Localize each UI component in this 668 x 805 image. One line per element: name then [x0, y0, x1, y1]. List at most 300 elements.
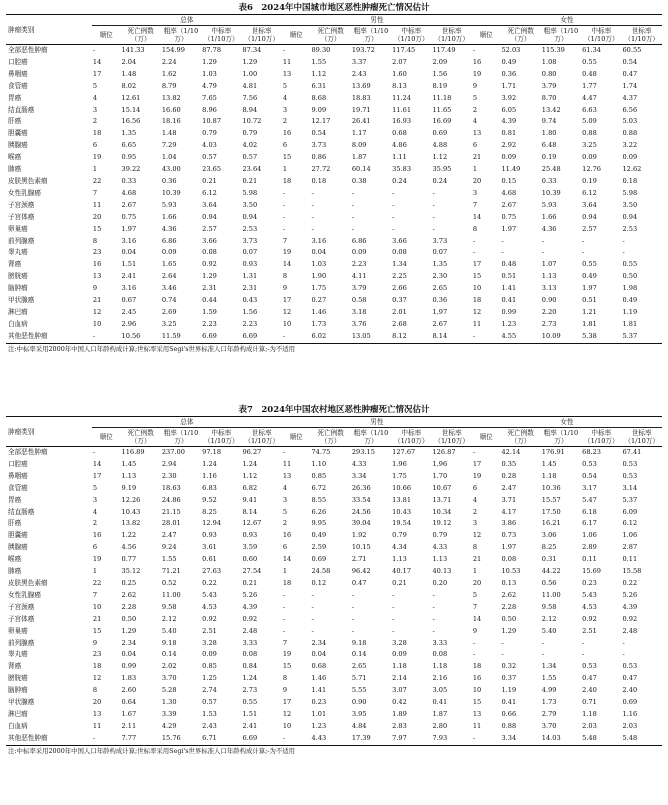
table-cell: 9 [92, 284, 98, 293]
table-cell: 0.49 [311, 531, 327, 540]
header-group-total: 总体 [92, 417, 282, 428]
table-cell: 0.08 [501, 555, 517, 564]
cell-cancer-type: 子宫颈癌 [8, 602, 35, 611]
table-cell: 0.53 [622, 471, 638, 480]
table-cell: - [622, 248, 625, 257]
table-cell: 44.22 [541, 567, 561, 576]
table-cell: 4.47 [582, 93, 597, 102]
table-cell: 12.62 [622, 165, 642, 174]
table-cell: 52.03 [501, 46, 521, 54]
table-cell: 10.39 [161, 188, 181, 197]
table-cell: 1.90 [311, 272, 327, 281]
table-cell: 2.69 [161, 307, 177, 316]
table-cell: 0.19 [541, 153, 557, 162]
table-cell: 14 [472, 212, 482, 221]
table-cell: 11.49 [501, 165, 521, 174]
table-cell: - [392, 614, 395, 623]
table-cell: 0.75 [501, 212, 517, 221]
table-cell: 1.00 [242, 69, 258, 78]
header-crude: 粗率（1/10万） [351, 26, 391, 45]
table-cell: 0.51 [582, 296, 597, 305]
table-cell: 42.14 [501, 448, 521, 456]
table-cell: 12 [282, 709, 292, 718]
table-row [6, 530, 662, 542]
cell-cancer-type: 子宫体癌 [8, 614, 35, 623]
table-cell: 1.97 [121, 224, 137, 233]
table-cell: 3.33 [242, 638, 258, 647]
table-cell: 1.21 [582, 307, 597, 316]
table-cell: 4.29 [161, 721, 177, 730]
table-cell: 2 [92, 519, 98, 528]
table-cell: 0.22 [622, 578, 638, 587]
table-cell: 4.36 [161, 224, 177, 233]
table-cell: 12 [472, 307, 482, 316]
table-cell: 4.88 [432, 141, 448, 150]
cell-cancer-type: 结直肠癌 [8, 105, 35, 114]
table-cell: 6.69 [242, 733, 258, 742]
table-cell: 4.39 [622, 602, 638, 611]
table-cell: 14 [472, 614, 482, 623]
table-cell: - [392, 188, 395, 197]
table-cell: 9.95 [311, 519, 327, 528]
table-cell: 3.92 [501, 93, 517, 102]
table-cell: 7 [472, 602, 478, 611]
table-cell: 15.14 [121, 105, 141, 114]
table-cell: 3.18 [351, 307, 367, 316]
table-row [6, 483, 662, 495]
table-cell: 0.68 [311, 662, 327, 671]
table-cell: 1.56 [242, 307, 258, 316]
table-cell: 13 [282, 471, 292, 480]
header-asr-china: 中标率（1/10万） [581, 26, 621, 45]
table-cell: 1.23 [311, 721, 327, 730]
table-cell: 2.62 [121, 590, 137, 599]
header-name: 肿瘤类别 [6, 417, 92, 447]
header-asr-china: 中标率（1/10万） [391, 428, 431, 447]
table-cell: - [351, 614, 355, 623]
cell-cancer-type: 睾丸癌 [8, 650, 28, 659]
table-cell: 2.14 [392, 674, 407, 683]
table-row [6, 685, 662, 697]
table-cell: 11.65 [432, 105, 452, 114]
table-cell: 18 [472, 296, 482, 305]
table-cell: 1.04 [161, 153, 177, 162]
table-cell: 6 [92, 543, 98, 552]
table-cell: - [282, 448, 286, 456]
table-cell: - [392, 200, 395, 209]
table-cell: 0.69 [432, 129, 448, 138]
table-cell: 16.60 [161, 105, 181, 114]
table-cell: - [432, 614, 435, 623]
table-cell: 12.26 [121, 495, 141, 504]
table-cell: 1 [472, 165, 478, 174]
table-cell: 0.31 [541, 555, 557, 564]
table-cell: - [282, 46, 286, 54]
table-cell: 2.28 [501, 602, 517, 611]
table-cell: 16.56 [121, 117, 141, 126]
table-cell: 21.15 [161, 507, 181, 516]
table-cell: 8.09 [351, 141, 367, 150]
table-cell: 0.27 [311, 296, 327, 305]
cell-cancer-type: 前列腺癌 [8, 236, 35, 245]
table-cell: 2 [472, 105, 478, 114]
table-cell: 2.47 [501, 483, 517, 492]
table-cell: 2.65 [432, 284, 448, 293]
table-cell: 18.16 [161, 117, 181, 126]
table-cell: 3.71 [501, 495, 517, 504]
header-name: 肿瘤类别 [6, 15, 92, 45]
table-cell: 0.08 [202, 248, 217, 257]
table-cell: 0.21 [202, 176, 217, 185]
table-row [6, 471, 662, 483]
table-cell: 8.55 [311, 495, 327, 504]
table-cell: 5.03 [622, 117, 638, 126]
table-cell: - [432, 188, 435, 197]
table-cell: 116.89 [121, 448, 145, 456]
header-deaths: 死亡例数（万） [310, 26, 350, 45]
table-cell: 0.44 [202, 296, 217, 305]
table-cell: 3.34 [501, 733, 517, 742]
table-cell: 0.24 [432, 176, 448, 185]
table-cell: 141.33 [121, 46, 145, 54]
table-cell: 1.07 [541, 260, 557, 269]
table-cell: 10 [282, 319, 292, 328]
table-cell: 0.47 [582, 674, 597, 683]
table-cell: 18 [92, 662, 102, 671]
header-rank: 顺位 [92, 26, 121, 45]
table-cell: - [472, 46, 476, 54]
table-cell: 5.98 [242, 188, 258, 197]
table-cell: 13 [282, 69, 292, 78]
table-cell: 0.79 [202, 129, 217, 138]
table-cell: 9 [282, 284, 288, 293]
table-cell: 3.17 [582, 483, 597, 492]
table-cell: 0.18 [311, 176, 327, 185]
table-cell: 10.67 [432, 483, 452, 492]
table-cell: 0.11 [582, 555, 597, 564]
table-cell: 0.14 [351, 650, 367, 659]
table-cell: 1.81 [622, 319, 638, 328]
table-cell: 3.16 [121, 236, 137, 245]
table-cell: 5.55 [351, 686, 367, 695]
table-cell: 1.46 [311, 674, 327, 683]
table-row [6, 602, 662, 614]
table-cell: 19 [282, 248, 292, 257]
table-row [6, 721, 662, 733]
table-cell: - [311, 590, 314, 599]
table-cell: 21 [472, 153, 482, 162]
table-cell: 2.64 [161, 272, 177, 281]
table-cell: - [472, 638, 476, 647]
table-cell: 1.45 [121, 459, 137, 468]
table-cell: 1.92 [351, 531, 367, 540]
table-cell: 1.18 [392, 662, 407, 671]
table-cell: 0.37 [501, 674, 517, 683]
table-cell: 11 [282, 459, 292, 468]
table-row [6, 319, 662, 331]
table-cell: 15 [92, 224, 102, 233]
table-cell: 0.69 [311, 555, 327, 564]
table-cell: 5.26 [242, 590, 258, 599]
table-cell: 4.53 [202, 602, 217, 611]
table-cell: 7 [92, 188, 98, 197]
table-cell: 10.36 [541, 483, 561, 492]
table-cell: 8.19 [432, 81, 448, 90]
table-cell: 2.74 [202, 686, 217, 695]
table-cell: - [432, 224, 435, 233]
table-row [6, 212, 662, 224]
table-cell: 6.12 [202, 188, 217, 197]
table-row [6, 271, 662, 283]
table-cell: 3.79 [351, 284, 367, 293]
table-cell: 23 [92, 248, 102, 257]
table-cell: 7.29 [161, 141, 177, 150]
table-cell: 19 [472, 471, 482, 480]
table-cell: 0.99 [501, 307, 517, 316]
header-asr-world: 世标率（1/10万） [431, 26, 471, 45]
table-cell: 10 [472, 284, 482, 293]
table-cell: 0.38 [351, 176, 367, 185]
table-cell: 1.29 [121, 626, 137, 635]
table-cell: 24.58 [311, 567, 331, 576]
table-cell: 5.37 [622, 331, 638, 340]
table-cell: 4.68 [121, 188, 137, 197]
table-cell: 67.41 [622, 448, 642, 456]
header-crude: 粗率（1/10万） [161, 428, 201, 447]
table-cell: 0.33 [121, 176, 137, 185]
table-cell: 1.48 [161, 129, 177, 138]
table-cell: 1.35 [121, 129, 137, 138]
table-cell: 87.34 [242, 46, 262, 54]
cell-cancer-type: 全部恶性肿瘤 [8, 46, 48, 54]
cell-cancer-type: 皮肤黑色素瘤 [8, 578, 48, 587]
table-cell: 0.99 [121, 662, 137, 671]
table-cell: 20 [92, 698, 102, 707]
table-row [6, 236, 662, 248]
table-row [6, 224, 662, 236]
table-cell: 0.41 [432, 698, 448, 707]
table-cell: 12.76 [582, 165, 602, 174]
table-cell: 0.85 [202, 662, 217, 671]
table-cell: 0.09 [161, 248, 177, 257]
table-cell: 0.08 [392, 248, 407, 257]
table-cell: 0.36 [161, 176, 177, 185]
cell-cancer-type: 淋巴瘤 [8, 307, 28, 316]
table-cell: 1.41 [501, 284, 517, 293]
table-cell: - [472, 248, 476, 257]
table-cell: 1.03 [311, 260, 327, 269]
table-cell: 5.71 [351, 674, 367, 683]
table-cell: 0.43 [242, 296, 258, 305]
table-cell: 5 [472, 93, 478, 102]
table-cell: 1.67 [121, 709, 137, 718]
table-cell: 2.23 [351, 260, 367, 269]
table-cell: - [432, 590, 435, 599]
table-cell: 10.87 [202, 117, 222, 126]
table-cell: 11 [472, 721, 482, 730]
cell-cancer-type: 睾丸癌 [8, 248, 28, 257]
table-cell: 6.17 [582, 519, 597, 528]
table-cell: 8 [472, 224, 478, 233]
table-row [6, 247, 662, 259]
table-cell: 1 [92, 165, 98, 174]
table-cell: 1.60 [392, 69, 407, 78]
table-cell: 1.96 [432, 459, 448, 468]
table-cell: 3.33 [432, 638, 448, 647]
table-cell: 1.55 [541, 674, 557, 683]
table-cell: 21 [92, 614, 102, 623]
table-cell: 9 [282, 686, 288, 695]
table-cell: 0.09 [622, 153, 638, 162]
cell-cancer-type: 其他恶性肿瘤 [8, 331, 48, 340]
table-cell: 0.92 [622, 614, 638, 623]
table-cell: 10 [92, 602, 102, 611]
table-cell: 3.50 [622, 200, 638, 209]
table-cell: 1.13 [541, 272, 557, 281]
table-row [6, 152, 662, 164]
table-cell: - [311, 212, 314, 221]
table-row [6, 614, 662, 626]
table-cell: 1.11 [392, 153, 407, 162]
table6-body [6, 45, 662, 344]
table-cell: 3.16 [121, 284, 137, 293]
table-cell: 4.34 [392, 543, 407, 552]
table-cell: 6.71 [202, 733, 217, 742]
table-cell: 2.71 [351, 555, 367, 564]
table-cell: - [311, 188, 314, 197]
table-cell: - [622, 236, 625, 245]
table-cell: 15 [282, 153, 292, 162]
table-row [6, 93, 662, 105]
table-cell: 1.75 [311, 284, 327, 293]
table-cell: 4.11 [351, 272, 367, 281]
cell-cancer-type: 肝癌 [8, 117, 22, 126]
table-row [6, 57, 662, 69]
table-row [6, 673, 662, 685]
table-cell: 237.00 [161, 448, 185, 456]
table-cell: 21 [472, 555, 482, 564]
table-cell: 1.89 [392, 709, 407, 718]
table-cell: 10.72 [242, 117, 262, 126]
table-cell: 1.34 [541, 662, 557, 671]
table-cell: 16.69 [432, 117, 452, 126]
table-cell: 1.25 [202, 674, 217, 683]
table-cell: 19 [92, 555, 102, 564]
table-cell: 1.70 [432, 471, 448, 480]
cell-cancer-type: 其他恶性肿瘤 [8, 733, 48, 742]
table-cell: 20 [472, 578, 482, 587]
table-cell: 6.48 [541, 141, 557, 150]
table-cell: 4.81 [242, 81, 258, 90]
table-cell: - [622, 638, 625, 647]
table-cell: 3.95 [351, 709, 367, 718]
table-cell: 19.12 [432, 519, 452, 528]
table-cell: 3.28 [202, 638, 217, 647]
table-cell: 1.96 [392, 459, 407, 468]
table-cell: 0.94 [242, 212, 258, 221]
table-cell: 3.14 [622, 483, 638, 492]
table-cell: 1.13 [432, 555, 448, 564]
table-cell: 1 [472, 567, 478, 576]
table-cell: 1.19 [622, 307, 638, 316]
table-cell: 5.47 [582, 495, 597, 504]
table-cell: 8 [92, 686, 98, 695]
table-cell: - [392, 212, 395, 221]
table-cell: 1.12 [432, 153, 448, 162]
table-cell: 2.02 [161, 662, 177, 671]
table-cell: 8 [92, 236, 98, 245]
table-cell: 13.71 [432, 495, 452, 504]
table-row [6, 649, 662, 661]
table-cell: 4.99 [541, 686, 557, 695]
table-cell: - [351, 188, 355, 197]
table-cell: - [351, 602, 355, 611]
table-cell: 40.13 [432, 567, 452, 576]
table-cell: 1.31 [242, 272, 258, 281]
table-cell: - [472, 733, 476, 742]
table-cell: 1.29 [202, 57, 217, 66]
table-cell: 4 [282, 93, 288, 102]
table-cell: 0.94 [582, 212, 597, 221]
table-cell: - [582, 650, 585, 659]
cell-cancer-type: 胃癌 [8, 93, 22, 102]
table-cell: 7 [92, 590, 98, 599]
table-cell: 19 [282, 650, 292, 659]
table-cell: 10.43 [392, 507, 412, 516]
cell-cancer-type: 白血病 [8, 319, 28, 328]
table-cell: 193.72 [351, 46, 375, 54]
table-cell: 1.97 [501, 224, 517, 233]
table-cell: 27.72 [311, 165, 331, 174]
table-cell: 11.61 [392, 105, 412, 114]
table-cell: 1.18 [541, 471, 557, 480]
table-cell: - [282, 733, 286, 742]
table-cell: 23.64 [242, 165, 262, 174]
table-row [6, 661, 662, 673]
table-row [6, 566, 662, 578]
table-row [6, 626, 662, 638]
table-row [6, 307, 662, 319]
table-cell: 1.17 [351, 129, 367, 138]
table-cell: 1.12 [311, 69, 327, 78]
table-cell: 9.18 [161, 638, 177, 647]
header-deaths: 死亡例数（万） [121, 428, 161, 447]
table-cell: 6 [282, 141, 288, 150]
table-cell: 28.01 [161, 519, 181, 528]
table-cell: 6.26 [311, 507, 327, 516]
table-cell: 9.58 [161, 602, 177, 611]
header-asr-world: 世标率（1/10万） [241, 26, 281, 45]
table-cell: 7 [472, 200, 478, 209]
table-cell: 4.33 [432, 543, 448, 552]
table-cell: 6.18 [582, 507, 597, 516]
table-cell: 0.19 [582, 176, 597, 185]
table-cell: 6.05 [501, 105, 517, 114]
table-cell: 10.43 [121, 507, 141, 516]
table-cell: 3 [472, 188, 478, 197]
table-cell: 19 [92, 153, 102, 162]
table-cell: 11 [92, 721, 102, 730]
table-cell: 15.76 [161, 733, 181, 742]
table-cell: 0.41 [501, 296, 517, 305]
table-cell: 2.12 [161, 614, 177, 623]
table-cell: 7 [282, 236, 288, 245]
table-cell: 2.73 [541, 319, 557, 328]
table-cell: 2.62 [501, 590, 517, 599]
table-cell: 3 [472, 519, 478, 528]
table-cell: 0.79 [432, 531, 448, 540]
table-cell: 1.59 [202, 307, 217, 316]
